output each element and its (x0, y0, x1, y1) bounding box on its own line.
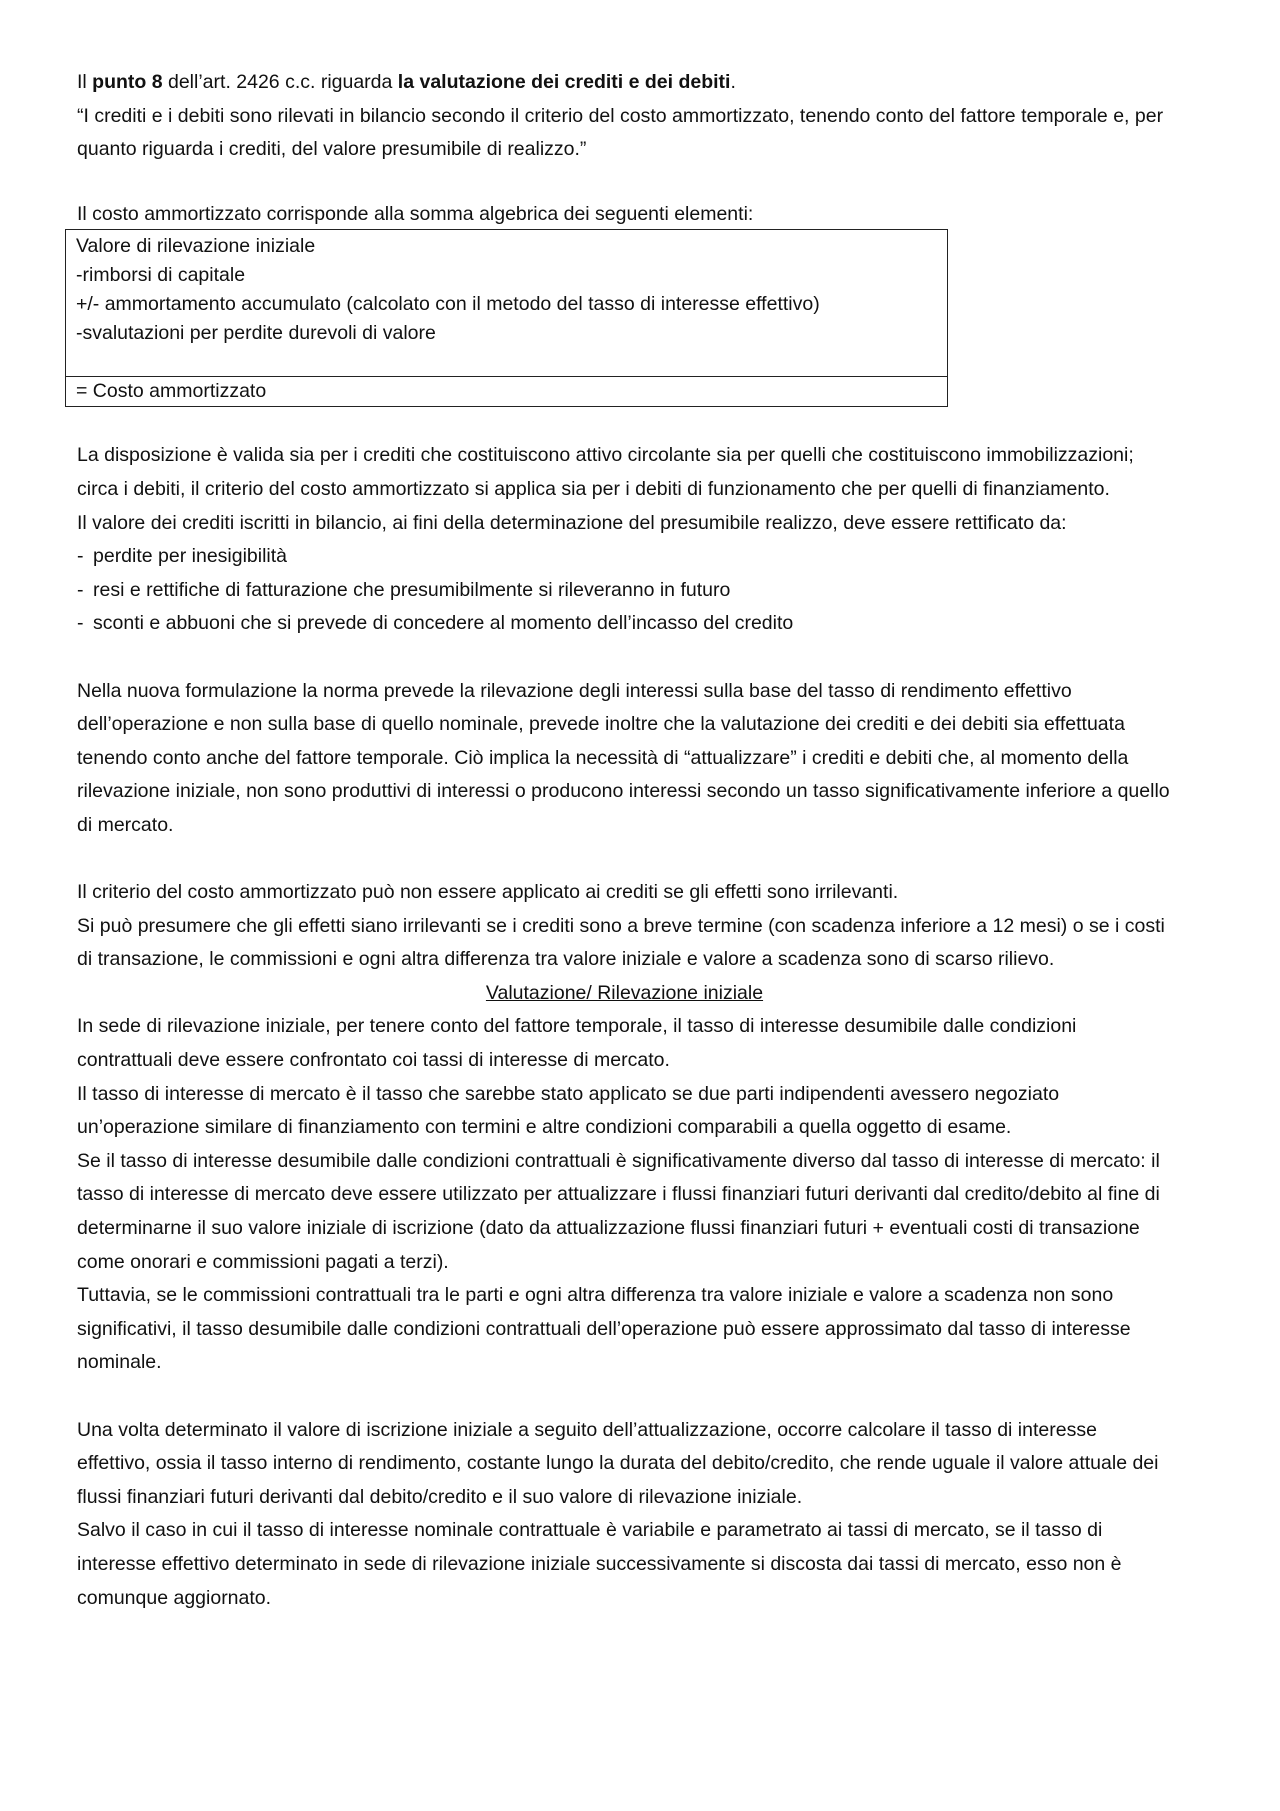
intro-line (77, 66, 1172, 100)
paragraph-tuttavia: Tuttavia, se le commissioni contrattuali tra le parti e ogni altra differenza tra valore iniziale e valore a scadenza non sono significativi, il tasso desumibile dalle condizioni contrattuali dell’operazione può essere approssimato dal tasso di interesse nominale. (77, 1284, 1131, 1374)
paragraph-valore-crediti: Il valore dei crediti iscritti in bilancio, ai fini della determinazione del presumibile realizzo, deve essere rettificato da: (77, 511, 1067, 534)
intro-text-c: dell’art. 2426 c.c. riguarda (162, 71, 398, 93)
cost-intro: Il costo ammortizzato corrisponde alla somma algebrica dei seguenti elementi: (77, 203, 754, 226)
intro-text-e: . (730, 71, 736, 93)
intro-quote: “I crediti e i debiti sono rilevati in bilancio secondo il criterio del costo ammortizzato, tenendo conto del fattore temporale e, per quanto riguarda i crediti, del valore presumibile di realizzo.” (77, 104, 1164, 161)
paragraph-disposizione: La disposizione è valida sia per i crediti che costituiscono attivo circolante sia per quelli che costituiscono immobilizzazioni; circa i debiti, il criterio del costo ammortizzato si applica sia per i debiti di funzionamento che per quelli di finanziamento. (77, 444, 1134, 500)
document-page (77, 66, 1172, 1615)
formula-line: +/- ammortamento accumulato (calcolato con il metodo del tasso di interesse effettivo) (76, 293, 820, 316)
formula-line: Valore di rilevazione iniziale (76, 235, 316, 258)
paragraph-salvo: Salvo il caso in cui il tasso di interesse nominale contrattuale è variabile e parametrato ai tassi di mercato, se il tasso di interesse effettivo determinato in sede di rilevazione iniziale successivamente si discosta dai tassi di mercato, esso non è comunque aggiornato. (77, 1519, 1122, 1609)
paragraph-criterio: Il criterio del costo ammortizzato può non essere applicato ai crediti se gli effetti sono irrilevanti. (77, 881, 899, 904)
list-item: - sconti e abbuoni che si prevede di concedere al momento dell’incasso del credito (77, 607, 1172, 641)
paragraph-nuova-formulazione: Nella nuova formulazione la norma prevede la rilevazione degli interessi sulla base del tasso di rendimento effettivo dell’operazione e non sulla base di quello nominale, prevede inoltre che la valutazione dei crediti e dei debiti sia effettuata tenendo conto anche del fattore temporale. Ciò implica la necessità di “attualizzare” i crediti e debiti che, al momento della rilevazione iniziale, non sono produttivi di interessi o producono interessi secondo un tasso significativamente inferiore a quello di mercato. (77, 679, 1170, 836)
paragraph-tasso-mercato: Il tasso di interesse di mercato è il tasso che sarebbe stato applicato se due parti indipendenti avessero negoziato un’operazione similare di finanziamento con termini e altre condizioni comparabili a quella oggetto di esame. (77, 1082, 1060, 1139)
intro-bold-topic: la valutazione dei crediti e dei debiti (397, 71, 731, 93)
intro-bold-punto: punto 8 (92, 71, 163, 93)
paragraph-sede-rilevazione: In sede di rilevazione iniziale, per tenere conto del fattore temporale, il tasso di interesse desumibile dalle condizioni contrattuali deve essere confrontato coi tassi di interesse di mercato. (77, 1015, 1077, 1072)
list-item-text: perdite per inesigibilità (93, 545, 288, 568)
paragraph-tasso-diverso: Se il tasso di interesse desumibile dalle condizioni contrattuali è significativamente diverso dal tasso di interesse di mercato: il tasso di interesse di mercato deve essere utilizzato per attualizzare i flussi finanziari futuri derivanti dal credito/debito al fine di determinarne il suo valore iniziale di iscrizione (dato da attualizzazione flussi finanziari futuri + eventuali costi di transazione come onorari e commissioni pagati a terzi). (77, 1149, 1160, 1273)
list-item-text: resi e rettifiche di fatturazione che presumibilmente si rileveranno in futuro (93, 578, 731, 601)
formula-box (65, 229, 948, 407)
list-item: - perdite per inesigibilità (77, 540, 1172, 574)
paragraph-presumere: Si può presumere che gli effetti siano irrilevanti se i crediti sono a breve termine (con scadenza inferiore a 12 mesi) o se i costi di transazione, le commissioni e ogni altra differenza tra valore iniziale e valore a scadenza sono di scarso rilievo. (77, 914, 1165, 971)
formula-result: = Costo ammortizzato (76, 380, 267, 403)
section-heading: Valutazione/ Rilevazione iniziale (485, 981, 764, 1004)
formula-line: -svalutazioni per perdite durevoli di valore (76, 322, 436, 345)
intro-text-a: Il (77, 71, 93, 93)
list-item-text: sconti e abbuoni che si prevede di concedere al momento dell’incasso del credito (93, 612, 794, 635)
paragraph-una-volta: Una volta determinato il valore di iscrizione iniziale a seguito dell’attualizzazione, occorre calcolare il tasso di interesse effettivo, ossia il tasso interno di rendimento, costante lungo la durata del debito/credito, che rende uguale il valore attuale dei flussi finanziari futuri derivanti dal debito/credito e il suo valore di rilevazione iniziale. (77, 1418, 1159, 1508)
formula-line: -rimborsi di capitale (76, 264, 246, 287)
formula-body (66, 230, 947, 377)
list-item: - resi e rettifiche di fatturazione che presumibilmente si rileveranno in futuro (77, 574, 1172, 608)
